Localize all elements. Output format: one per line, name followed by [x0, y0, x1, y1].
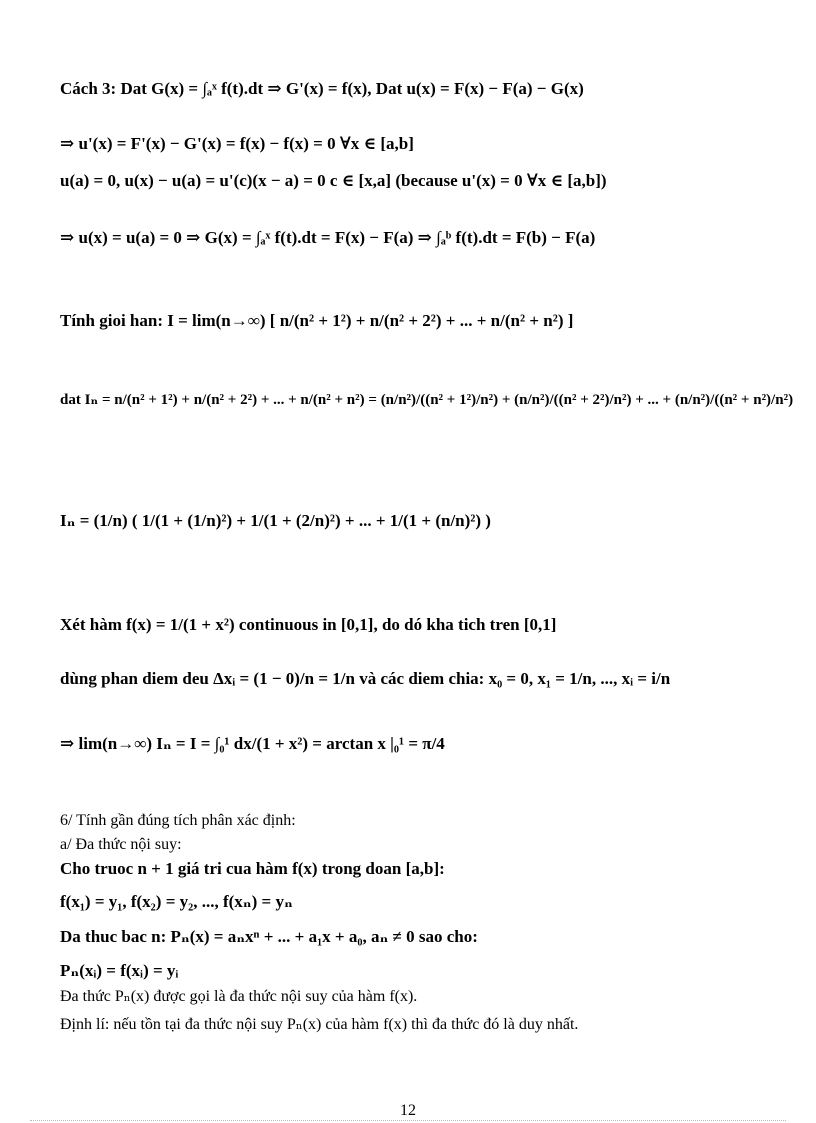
interpolation-polynomial-def: Đa thức Pₙ(x) được gọi là đa thức nội suy của hàm f(x).	[60, 988, 418, 1005]
given-values-line: Cho truoc n + 1 giá tri cua hàm f(x) trong doan [a,b]:	[60, 859, 445, 878]
polynomial-definition: Da thuc bac n: Pₙ(x) = aₙxⁿ + ... + a₁x + a₀, aₙ ≠ 0 sao cho:	[60, 927, 478, 946]
interpolation-condition: Pₙ(xᵢ) = f(xᵢ) = yᵢ	[60, 961, 179, 980]
page-number: 12	[400, 1102, 416, 1119]
partition-line: dùng phan diem deu Δxᵢ = (1 − 0)/n = 1/n và các diem chia: x₀ = 0, x₁ = 1/n, ..., xᵢ = i/n	[60, 669, 671, 688]
footer-divider	[30, 1120, 786, 1121]
conclusion-line: ⇒ u(x) = u(a) = 0 ⇒ G(x) = ∫ₐˣ f(t).dt = F(x) − F(a) ⇒ ∫ₐᵇ f(t).dt = F(b) − F(a)	[60, 228, 596, 247]
In-rewritten: Iₙ = (1/n) ( 1/(1 + (1/n)²) + 1/(1 + (2/n)²) + ... + 1/(1 + (n/n)²) )	[60, 511, 491, 530]
define-In: dat Iₙ = n/(n² + 1²) + n/(n² + 2²) + ... + n/(n² + n²) = (n/n²)/((n² + 1²)/n²) + (n/n²)/((n² + 2²)/n²) + ... + (n/n²)/((n² + n²)/n²)	[60, 392, 794, 408]
uniqueness-theorem: Định lí: nếu tồn tại đa thức nội suy Pₙ(x) của hàm f(x) thì đa thức đó là duy nhất.	[60, 1016, 579, 1033]
subsection-a-heading: a/ Đa thức nội suy:	[60, 836, 182, 853]
limit-problem: Tính gioi han: I = lim(n→∞) [ n/(n² + 1²) + n/(n² + 2²) + ... + n/(n² + n²) ]	[60, 311, 574, 330]
limit-result: ⇒ lim(n→∞) Iₙ = I = ∫₀¹ dx/(1 + x²) = arctan x |₀¹ = π/4	[60, 734, 445, 753]
section-6-heading: 6/ Tính gần đúng tích phân xác định:	[60, 812, 296, 829]
function-values-line: f(x₁) = y₁, f(x₂) = y₂, ..., f(xₙ) = yₙ	[60, 892, 293, 911]
mean-value-line: u(a) = 0, u(x) − u(a) = u'(c)(x − a) = 0 c ∈ [x,a] (because u'(x) = 0 ∀x ∈ [a,b])	[60, 171, 607, 190]
method-3-definition: Cách 3: Dat G(x) = ∫ₐˣ f(t).dt ⇒ G'(x) = f(x), Dat u(x) = F(x) − F(a) − G(x)	[60, 79, 584, 98]
consider-function: Xét hàm f(x) = 1/(1 + x²) continuous in [0,1], do dó kha tich tren [0,1]	[60, 615, 557, 634]
derivative-line: ⇒ u'(x) = F'(x) − G'(x) = f(x) − f(x) = 0 ∀x ∈ [a,b]	[60, 134, 414, 153]
